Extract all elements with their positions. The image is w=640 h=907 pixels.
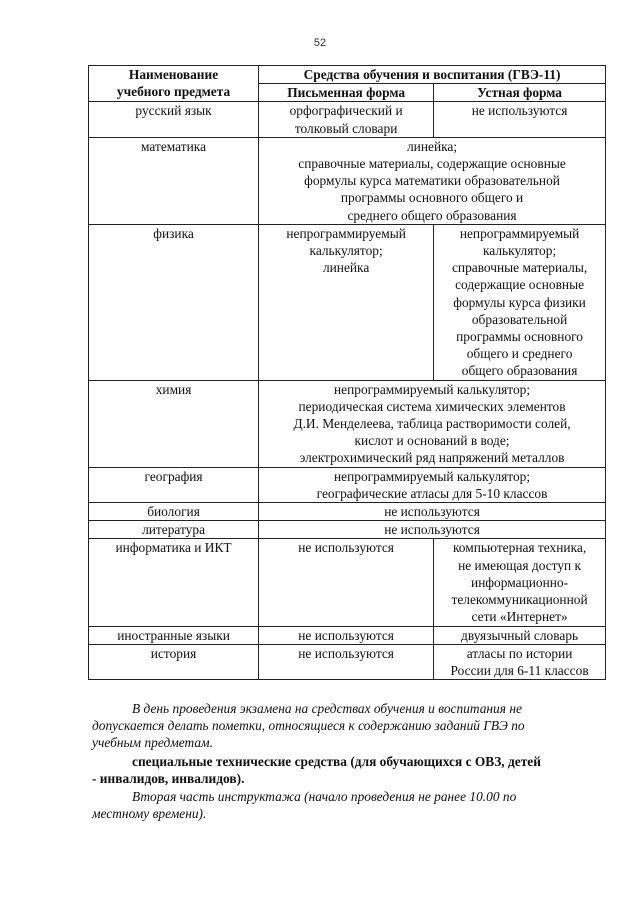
- cell-subject: иностранные языки: [89, 626, 259, 644]
- cell-line: общего и среднего: [466, 346, 573, 362]
- table-row-history: [89, 644, 606, 679]
- second-part-paragraph: [92, 788, 598, 822]
- paragraph-line: местному времени).: [92, 806, 207, 821]
- teaching-means-table: [88, 65, 606, 680]
- cell-line: сети «Интернет»: [471, 609, 568, 625]
- cell-line: атласы по истории: [466, 645, 573, 661]
- cell-subject: география: [89, 467, 259, 502]
- cell-oral: двуязычный словарь: [434, 626, 606, 644]
- cell-oral: [434, 224, 606, 380]
- cell-line: компьютерная техника,: [452, 540, 587, 556]
- header-subject-line: Наименование: [128, 67, 219, 82]
- cell-oral: не используются: [434, 102, 606, 137]
- cell-written: не используются: [259, 644, 434, 679]
- cell-both: [259, 137, 606, 224]
- cell-line: непрограммируемый: [286, 225, 406, 241]
- cell-line: периодическая система химических элементов: [298, 398, 566, 414]
- cell-line: справочные материалы, содержащие основные: [298, 156, 566, 172]
- table-row-chemistry: [89, 380, 606, 467]
- table-row-geography: [89, 467, 606, 502]
- cell-line: географические атласы для 5-10 классов: [316, 485, 548, 501]
- special-means-heading: [92, 753, 598, 787]
- cell-line: справочные материалы,: [451, 260, 588, 276]
- table-row-math: [89, 137, 606, 224]
- cell-subject: информатика и ИКТ: [89, 539, 259, 626]
- exam-note-paragraph: [92, 700, 598, 751]
- header-subject-line: учебного предмета: [116, 84, 231, 100]
- cell-both: не используются: [259, 503, 606, 521]
- cell-subject: история: [89, 644, 259, 679]
- cell-line: формулы курса математики образовательной: [304, 173, 560, 189]
- table-header-row: [89, 66, 606, 84]
- paragraph-line: учебным предметам.: [92, 735, 213, 750]
- cell-line: непрограммируемый: [459, 225, 580, 241]
- paragraph-line: В день проведения экзамена на средствах обучения и воспитания не: [132, 701, 522, 716]
- cell-oral: [434, 644, 606, 679]
- cell-line: программы основного общего и: [340, 190, 524, 206]
- cell-subject: русский язык: [89, 102, 259, 137]
- cell-line: электрохимический ряд напряжений металлов: [299, 450, 565, 466]
- cell-both: [259, 380, 606, 467]
- cell-subject: химия: [89, 380, 259, 467]
- cell-line: телекоммуникационной: [451, 592, 588, 608]
- cell-line: содержащие основные: [455, 277, 585, 293]
- header-oral: Устная форма: [434, 84, 606, 102]
- cell-subject: биология: [89, 503, 259, 521]
- cell-line: кислот и оснований в воде;: [354, 433, 510, 449]
- cell-line: не имеющая доступ к: [458, 557, 582, 573]
- table-row-informatics: [89, 539, 606, 626]
- cell-written: [259, 224, 434, 380]
- cell-subject: математика: [89, 137, 259, 224]
- cell-line: формулы курса физики: [453, 294, 586, 310]
- cell-line: общего образования: [461, 363, 578, 379]
- cell-subject: физика: [89, 224, 259, 380]
- cell-subject: литература: [89, 521, 259, 539]
- paragraph-line: специальные технические средства (для обучающихся с ОВЗ, детей: [132, 754, 541, 769]
- cell-line: калькулятор;: [309, 243, 383, 259]
- cell-line: Д.И. Менделеева, таблица растворимости солей,: [293, 416, 571, 432]
- cell-line: среднего общего образования: [347, 207, 517, 223]
- table-row-russian: [89, 102, 606, 137]
- table-row-physics: [89, 224, 606, 380]
- cell-written: не используются: [259, 626, 434, 644]
- paragraph-line: допускается делать пометки, относящиеся к содержанию заданий ГВЭ по: [92, 718, 525, 733]
- cell-line: непрограммируемый калькулятор;: [334, 381, 531, 397]
- cell-line: информационно-: [471, 574, 569, 590]
- cell-line: линейка;: [407, 138, 458, 154]
- table-row-languages: [89, 626, 606, 644]
- cell-oral: [434, 539, 606, 626]
- table-row-biology: [89, 503, 606, 521]
- cell-line: толковый словари: [294, 120, 398, 136]
- cell-line: линейка: [322, 260, 370, 276]
- header-means: Средства обучения и воспитания (ГВЭ-11): [259, 66, 606, 84]
- header-subject: [89, 66, 259, 102]
- paragraph-line: - инвалидов, инвалидов).: [92, 771, 245, 786]
- header-written: Письменная форма: [259, 84, 434, 102]
- cell-written: [259, 102, 434, 137]
- cell-both: не используются: [259, 521, 606, 539]
- cell-line: образовательной: [471, 311, 568, 327]
- table-row-literature: [89, 521, 606, 539]
- cell-written: не используются: [259, 539, 434, 626]
- cell-line: программы основного: [456, 329, 583, 345]
- cell-line: непрограммируемый калькулятор;: [334, 468, 531, 484]
- paragraph-line: Вторая часть инструктажа (начало проведения не ранее 10.00 по: [132, 789, 517, 804]
- cell-line: калькулятор;: [482, 243, 557, 259]
- cell-line: орфографический и: [289, 103, 403, 119]
- cell-both: [259, 467, 606, 502]
- page-number: 52: [313, 37, 327, 49]
- cell-line: России для 6-11 классов: [450, 662, 589, 678]
